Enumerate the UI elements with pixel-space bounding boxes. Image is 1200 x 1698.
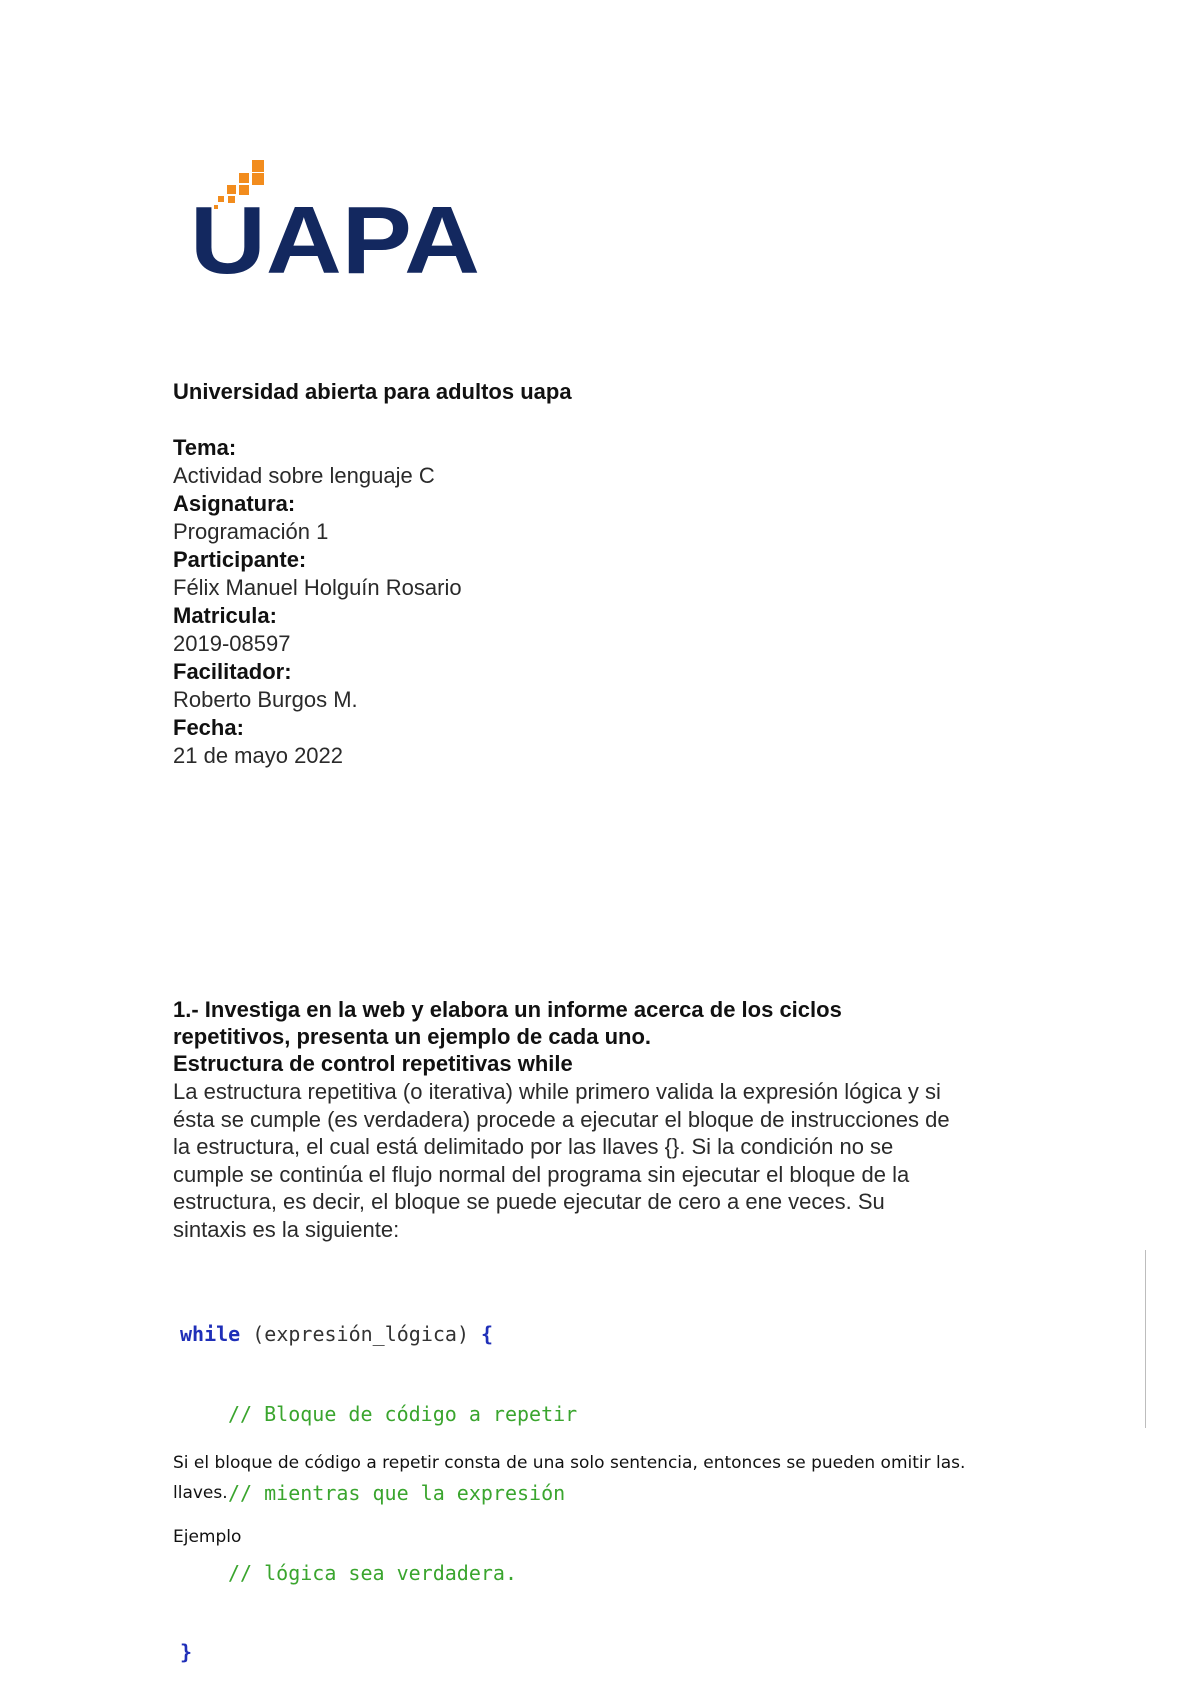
- cover-fields: [173, 434, 1073, 770]
- code-line-while: [180, 1321, 577, 1348]
- code-condition: (expresión_lógica): [240, 1322, 482, 1346]
- section-paragraph: [173, 1078, 1053, 1243]
- field-value-asignatura: Programación 1: [173, 519, 329, 544]
- code-comment: // Bloque de código a repetir: [228, 1401, 578, 1426]
- field-value-fecha: 21 de mayo 2022: [173, 743, 344, 768]
- field-label-participante: Participante:: [173, 547, 307, 572]
- code-comment: // lógica sea verdadera.: [228, 1560, 517, 1585]
- example-label: Ejemplo: [173, 1527, 242, 1547]
- code-open-brace: {: [481, 1322, 494, 1346]
- paragraph-line: ésta se cumple (es verdadera) procede a ejecutar el bloque de instrucciones de: [173, 1106, 950, 1132]
- field-label-tema: Tema:: [173, 435, 237, 460]
- code-line-close: [180, 1639, 577, 1666]
- code-line-comment: [180, 1560, 577, 1587]
- code-comment: // mientras que la expresión: [228, 1481, 566, 1505]
- logo-wordmark: UAPA: [190, 187, 480, 285]
- page-margin-line: [1145, 1250, 1146, 1428]
- code-keyword: while: [180, 1322, 241, 1346]
- paragraph-line: cumple se continúa el flujo normal del programa sin ejecutar el bloque de la: [173, 1161, 910, 1187]
- uapa-logo: [190, 155, 490, 285]
- note-line-1: Si el bloque de código a repetir consta de una solo sentencia, entonces se pueden omitir las.: [173, 1453, 966, 1473]
- code-close-brace: }: [180, 1640, 193, 1664]
- cover-info: [173, 378, 1073, 770]
- field-label-facilitador: Facilitador:: [173, 659, 292, 684]
- section-subheading: Estructura de control repetitivas while: [173, 1051, 573, 1076]
- field-value-tema: Actividad sobre lenguaje C: [173, 463, 435, 488]
- paragraph-line: estructura, es decir, el bloque se puede ejecutar de cero a ene veces. Su: [173, 1189, 885, 1214]
- field-value-matricula: 2019-08597: [173, 631, 291, 656]
- field-value-participante: Félix Manuel Holguín Rosario: [173, 575, 462, 600]
- university-name: Universidad abierta para adultos uapa: [173, 379, 572, 404]
- field-label-fecha: Fecha:: [173, 715, 244, 740]
- note-line-2: llaves.: [173, 1483, 228, 1503]
- field-label-matricula: Matricula:: [173, 603, 277, 628]
- field-label-asignatura: Asignatura:: [173, 491, 296, 516]
- paragraph-line: la estructura, el cual está delimitado por las llaves {}. Si la condición no se: [173, 1134, 894, 1159]
- paragraph-line: sintaxis es la siguiente:: [173, 1216, 400, 1242]
- field-value-facilitador: Roberto Burgos M.: [173, 687, 358, 712]
- note-text: [173, 1448, 1053, 1508]
- question-line-1: 1.- Investiga en la web y elabora un informe acerca de los ciclos: [173, 997, 842, 1022]
- code-line-comment: [180, 1401, 577, 1428]
- report-section: [173, 996, 1053, 1243]
- question-line-2: repetitivos, presenta un ejemplo de cada uno.: [173, 1024, 652, 1049]
- paragraph-line: La estructura repetitiva (o iterativa) while primero valida la expresión lógica y si: [173, 1079, 941, 1104]
